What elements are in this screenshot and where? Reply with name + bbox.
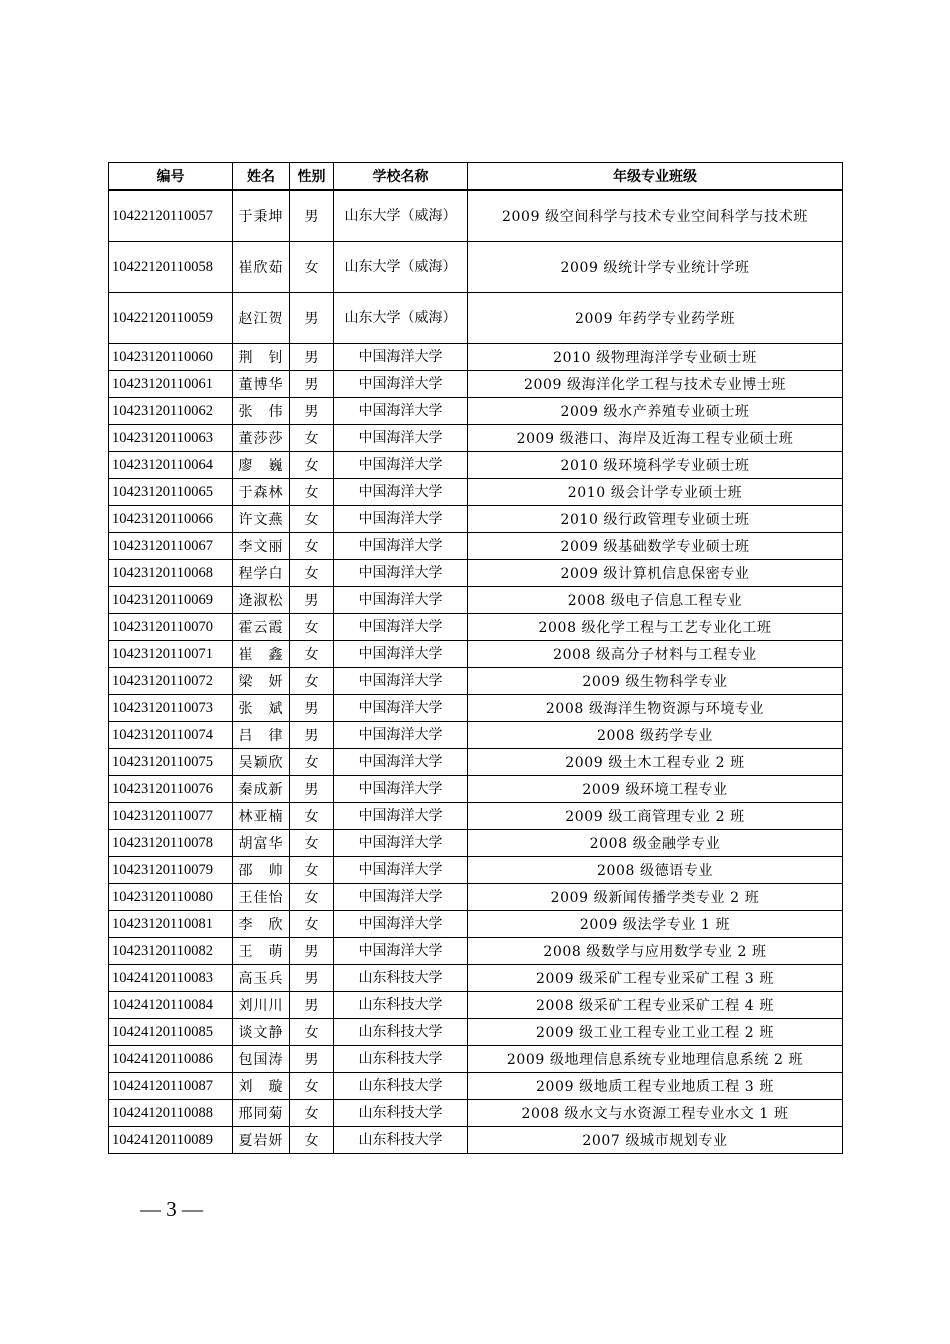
cell-id: 10423120110066 [109,506,233,533]
cell-major: 2008 级数学与应用数学专业 2 班 [468,938,843,965]
cell-name: 王 萌 [233,938,290,965]
cell-id: 10424120110089 [109,1127,233,1154]
cell-name: 邵 帅 [233,857,290,884]
table-row [109,614,843,641]
cell-major: 2009 级工商管理专业 2 班 [468,803,843,830]
table-row [109,1046,843,1073]
student-roster-table [108,162,843,1154]
table-header [109,163,843,191]
cell-id: 10423120110061 [109,371,233,398]
cell-school: 山东科技大学 [334,992,468,1019]
cell-name: 吕 律 [233,722,290,749]
cell-id: 10423120110075 [109,749,233,776]
cell-id: 10423120110076 [109,776,233,803]
cell-gender: 女 [290,533,334,560]
cell-school: 中国海洋大学 [334,614,468,641]
header-major: 年级专业班级 [468,163,843,191]
table-row [109,884,843,911]
cell-name: 于森林 [233,479,290,506]
cell-school: 中国海洋大学 [334,884,468,911]
cell-major: 2009 级采矿工程专业采矿工程 3 班 [468,965,843,992]
cell-id: 10423120110074 [109,722,233,749]
table-row [109,533,843,560]
cell-gender: 女 [290,857,334,884]
cell-name: 刘 璇 [233,1073,290,1100]
cell-school: 中国海洋大学 [334,830,468,857]
cell-id: 10423120110081 [109,911,233,938]
cell-name: 刘川川 [233,992,290,1019]
cell-gender: 女 [290,452,334,479]
cell-gender: 男 [290,371,334,398]
cell-school: 山东科技大学 [334,1019,468,1046]
cell-id: 10424120110088 [109,1100,233,1127]
cell-major: 2009 级计算机信息保密专业 [468,560,843,587]
cell-school: 中国海洋大学 [334,452,468,479]
cell-gender: 女 [290,641,334,668]
cell-major: 2009 级海洋化学工程与技术专业博士班 [468,371,843,398]
cell-school: 山东科技大学 [334,1073,468,1100]
cell-name: 董博华 [233,371,290,398]
cell-id: 10423120110071 [109,641,233,668]
cell-id: 10424120110083 [109,965,233,992]
cell-id: 10422120110058 [109,242,233,293]
table-row [109,1127,843,1154]
table-row [109,425,843,452]
cell-gender: 男 [290,1046,334,1073]
cell-name: 邢同菊 [233,1100,290,1127]
cell-major: 2009 级空间科学与技术专业空间科学与技术班 [468,190,843,242]
cell-school: 中国海洋大学 [334,776,468,803]
cell-id: 10424120110085 [109,1019,233,1046]
cell-school: 山东大学（威海） [334,293,468,344]
cell-school: 中国海洋大学 [334,695,468,722]
cell-id: 10423120110070 [109,614,233,641]
cell-id: 10423120110064 [109,452,233,479]
cell-name: 谈文静 [233,1019,290,1046]
cell-major: 2009 级法学专业 1 班 [468,911,843,938]
cell-name: 崔欣茹 [233,242,290,293]
cell-gender: 女 [290,1019,334,1046]
cell-name: 逄淑松 [233,587,290,614]
cell-major: 2010 级物理海洋学专业硕士班 [468,344,843,371]
cell-school: 中国海洋大学 [334,722,468,749]
cell-name: 包国涛 [233,1046,290,1073]
cell-major: 2008 级高分子材料与工程专业 [468,641,843,668]
table-row [109,344,843,371]
table-row [109,668,843,695]
table-row [109,1019,843,1046]
table-row [109,695,843,722]
cell-id: 10423120110062 [109,398,233,425]
cell-major: 2009 年药学专业药学班 [468,293,843,344]
table-row [109,242,843,293]
cell-gender: 男 [290,190,334,242]
cell-name: 荆 钊 [233,344,290,371]
table-row [109,587,843,614]
cell-gender: 女 [290,803,334,830]
cell-gender: 女 [290,668,334,695]
cell-major: 2008 级海洋生物资源与环境专业 [468,695,843,722]
cell-major: 2010 级行政管理专业硕士班 [468,506,843,533]
cell-school: 中国海洋大学 [334,425,468,452]
cell-major: 2009 级水产养殖专业硕士班 [468,398,843,425]
cell-name: 林亚楠 [233,803,290,830]
table-row [109,830,843,857]
cell-major: 2008 级德语专业 [468,857,843,884]
cell-gender: 女 [290,1100,334,1127]
cell-gender: 女 [290,506,334,533]
table-row [109,911,843,938]
cell-school: 中国海洋大学 [334,506,468,533]
cell-school: 中国海洋大学 [334,938,468,965]
table-row [109,722,843,749]
cell-major: 2009 级统计学专业统计学班 [468,242,843,293]
cell-id: 10423120110080 [109,884,233,911]
cell-school: 中国海洋大学 [334,479,468,506]
cell-name: 程学白 [233,560,290,587]
cell-major: 2009 级生物科学专业 [468,668,843,695]
table-row [109,803,843,830]
cell-gender: 女 [290,614,334,641]
cell-name: 崔 鑫 [233,641,290,668]
cell-id: 10423120110069 [109,587,233,614]
cell-gender: 男 [290,965,334,992]
cell-school: 中国海洋大学 [334,398,468,425]
cell-school: 中国海洋大学 [334,587,468,614]
header-row [109,163,843,191]
header-name: 姓名 [233,163,290,191]
cell-name: 李 欣 [233,911,290,938]
cell-gender: 女 [290,560,334,587]
cell-major: 2008 级电子信息工程专业 [468,587,843,614]
cell-name: 许文燕 [233,506,290,533]
table-row [109,857,843,884]
cell-major: 2008 级水文与水资源工程专业水文 1 班 [468,1100,843,1127]
cell-gender: 男 [290,398,334,425]
cell-major: 2010 级环境科学专业硕士班 [468,452,843,479]
cell-name: 李文丽 [233,533,290,560]
cell-gender: 女 [290,1073,334,1100]
cell-gender: 女 [290,242,334,293]
table-row [109,506,843,533]
cell-name: 赵江贺 [233,293,290,344]
cell-school: 中国海洋大学 [334,668,468,695]
cell-school: 中国海洋大学 [334,533,468,560]
cell-gender: 女 [290,911,334,938]
cell-id: 10423120110078 [109,830,233,857]
cell-school: 中国海洋大学 [334,344,468,371]
table-row [109,371,843,398]
cell-major: 2010 级会计学专业硕士班 [468,479,843,506]
table-row [109,190,843,242]
cell-id: 10423120110077 [109,803,233,830]
cell-name: 张 斌 [233,695,290,722]
table-row [109,479,843,506]
table-row [109,641,843,668]
cell-school: 中国海洋大学 [334,560,468,587]
cell-name: 梁 妍 [233,668,290,695]
table-row [109,965,843,992]
cell-major: 2009 级港口、海岸及近海工程专业硕士班 [468,425,843,452]
cell-name: 王佳怡 [233,884,290,911]
cell-name: 董莎莎 [233,425,290,452]
cell-gender: 男 [290,938,334,965]
cell-name: 吴颖欣 [233,749,290,776]
cell-name: 夏岩妍 [233,1127,290,1154]
cell-id: 10423120110065 [109,479,233,506]
cell-id: 10423120110060 [109,344,233,371]
cell-id: 10423120110072 [109,668,233,695]
cell-major: 2009 级基础数学专业硕士班 [468,533,843,560]
table-row [109,938,843,965]
table-row [109,452,843,479]
table-row [109,1100,843,1127]
cell-name: 张 伟 [233,398,290,425]
table-row [109,749,843,776]
cell-name: 高玉兵 [233,965,290,992]
table-row [109,560,843,587]
cell-gender: 男 [290,776,334,803]
cell-id: 10423120110079 [109,857,233,884]
cell-gender: 男 [290,992,334,1019]
cell-gender: 男 [290,293,334,344]
cell-gender: 男 [290,344,334,371]
cell-id: 10423120110063 [109,425,233,452]
cell-gender: 女 [290,884,334,911]
table-row [109,1073,843,1100]
cell-gender: 男 [290,587,334,614]
cell-major: 2007 级城市规划专业 [468,1127,843,1154]
cell-id: 10424120110086 [109,1046,233,1073]
page-number: — 3 — [140,1197,203,1221]
cell-major: 2008 级金融学专业 [468,830,843,857]
header-school: 学校名称 [334,163,468,191]
cell-id: 10423120110068 [109,560,233,587]
cell-major: 2009 级土木工程专业 2 班 [468,749,843,776]
cell-name: 霍云霞 [233,614,290,641]
table-row [109,776,843,803]
cell-school: 中国海洋大学 [334,803,468,830]
cell-major: 2009 级工业工程专业工业工程 2 班 [468,1019,843,1046]
cell-id: 10423120110073 [109,695,233,722]
cell-name: 廖 巍 [233,452,290,479]
table-row [109,992,843,1019]
cell-school: 中国海洋大学 [334,857,468,884]
cell-gender: 男 [290,722,334,749]
cell-gender: 女 [290,425,334,452]
cell-school: 山东科技大学 [334,1127,468,1154]
cell-school: 山东大学（威海） [334,190,468,242]
cell-major: 2008 级采矿工程专业采矿工程 4 班 [468,992,843,1019]
cell-school: 中国海洋大学 [334,911,468,938]
table-body [109,190,843,1154]
cell-school: 中国海洋大学 [334,749,468,776]
cell-id: 10424120110087 [109,1073,233,1100]
cell-id: 10422120110059 [109,293,233,344]
cell-school: 山东科技大学 [334,1046,468,1073]
cell-major: 2009 级环境工程专业 [468,776,843,803]
header-id: 编号 [109,163,233,191]
cell-major: 2008 级药学专业 [468,722,843,749]
cell-school: 中国海洋大学 [334,371,468,398]
table-row [109,398,843,425]
cell-major: 2009 级地理信息系统专业地理信息系统 2 班 [468,1046,843,1073]
cell-major: 2009 级地质工程专业地质工程 3 班 [468,1073,843,1100]
header-gender: 性别 [290,163,334,191]
cell-gender: 女 [290,479,334,506]
cell-id: 10424120110084 [109,992,233,1019]
cell-gender: 女 [290,1127,334,1154]
table-row [109,293,843,344]
cell-school: 山东大学（威海） [334,242,468,293]
cell-gender: 女 [290,749,334,776]
cell-school: 山东科技大学 [334,965,468,992]
cell-id: 10423120110067 [109,533,233,560]
cell-name: 秦成新 [233,776,290,803]
cell-school: 中国海洋大学 [334,641,468,668]
cell-name: 胡富华 [233,830,290,857]
cell-id: 10423120110082 [109,938,233,965]
cell-gender: 男 [290,695,334,722]
cell-major: 2009 级新闻传播学类专业 2 班 [468,884,843,911]
cell-gender: 女 [290,830,334,857]
cell-name: 于秉坤 [233,190,290,242]
cell-major: 2008 级化学工程与工艺专业化工班 [468,614,843,641]
cell-id: 10422120110057 [109,190,233,242]
cell-school: 山东科技大学 [334,1100,468,1127]
